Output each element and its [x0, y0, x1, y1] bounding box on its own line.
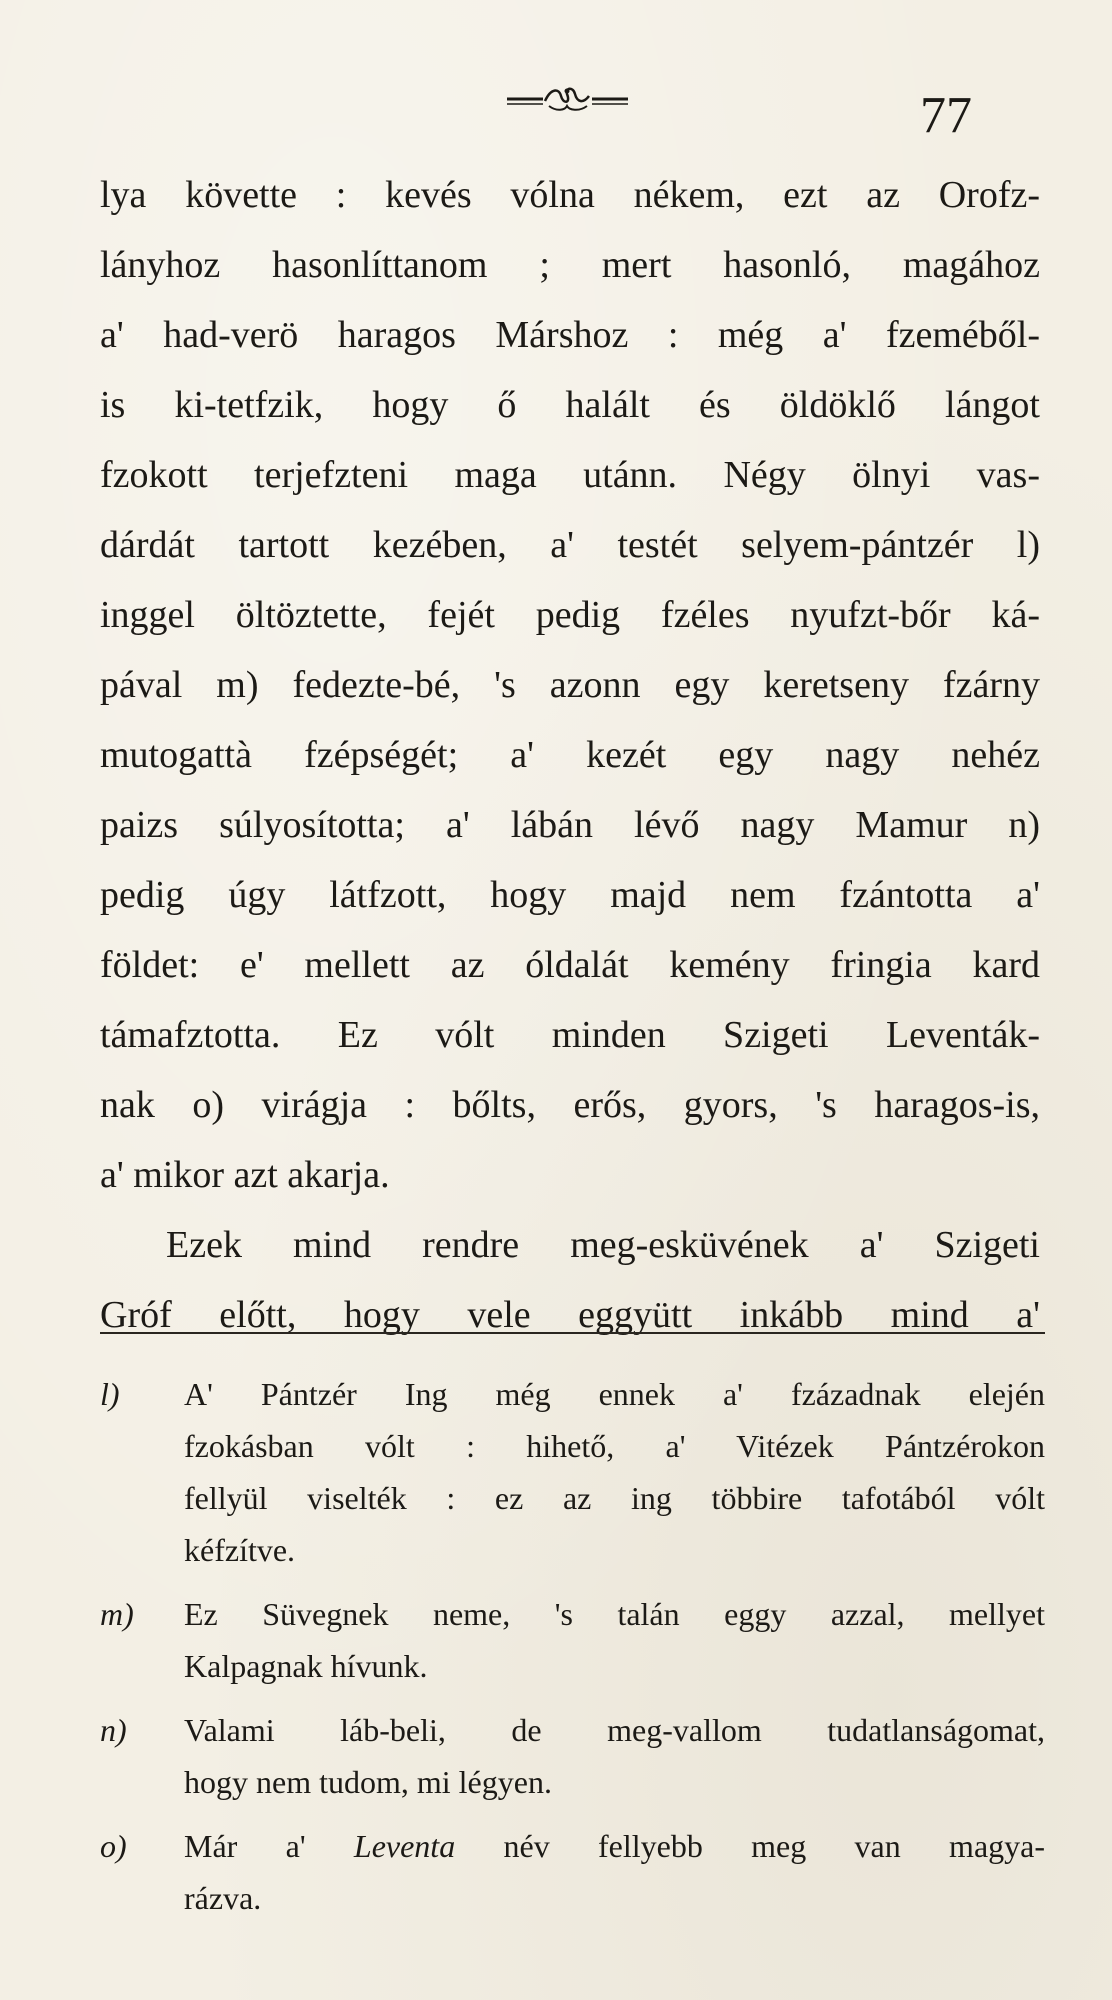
text-line: is ki-tetfzik, hogy ő halált és öldöklő lángot — [100, 384, 1040, 426]
text-line: lányhoz hasonlíttanom ; mert hasonló, magához — [100, 244, 1040, 286]
footnote-line: fzokásban vólt : hihető, a' Vitézek Pántzérokon — [184, 1428, 1045, 1464]
footnote-marker: m) — [100, 1596, 134, 1632]
footnote-o — [100, 1820, 1045, 1924]
footnote-line: kéfzítve. — [184, 1532, 296, 1568]
text-line: mutogattà fzépségét; a' kezét egy nagy nehéz — [100, 734, 1040, 776]
footnote-italic-term: Leventa — [353, 1828, 456, 1864]
footnote-line: fellyül viselték : ez az ing többire tafotából vólt — [184, 1480, 1045, 1516]
text-line: pával m) fedezte-bé, 's azonn egy keretseny fzárny — [100, 664, 1040, 706]
footnote-marker: n) — [100, 1712, 127, 1748]
footnote-text: Már a' — [184, 1828, 354, 1864]
paragraph-start-line: Ezek mind rendre meg-esküvének a' Szigeti — [166, 1224, 1040, 1266]
text-line: támafztotta. Ez vólt minden Szigeti Leventák- — [100, 1014, 1040, 1056]
text-line: nak o) virágja : bőlts, erős, gyors, 's haragos-is, — [100, 1084, 1040, 1126]
text-line: dárdát tartott kezében, a' testét selyem-pántzér l) — [100, 524, 1040, 566]
footnote-marker: l) — [100, 1376, 120, 1412]
footnote-m — [100, 1588, 1045, 1692]
text-line: lya követte : kevés vólna nékem, ezt az Orofz- — [100, 174, 1040, 216]
footnote-line: Kalpagnak hívunk. — [184, 1648, 428, 1684]
footnote-n — [100, 1704, 1045, 1808]
footnote-text: név fellyebb meg van magya- — [455, 1828, 1046, 1864]
footnote-marker: o) — [100, 1828, 127, 1864]
footnote-line: Valami láb-beli, de meg-vallom tudatlanságomat, — [184, 1712, 1045, 1748]
text-line: fzokott terjefzteni maga utánn. Négy ölnyi vas- — [100, 454, 1040, 496]
text-line: paizs súlyosította; a' lábán lévő nagy Mamur n) — [100, 804, 1040, 846]
footnote-line: A' Pántzér Ing még ennek a' fzázadnak elején — [184, 1376, 1045, 1412]
text-line: földet: e' mellett az óldalát kemény fringia kard — [100, 944, 1040, 986]
text-line: a' had-verö haragos Márshoz : még a' fzeméből- — [100, 314, 1040, 356]
main-text — [100, 160, 1040, 1350]
text-line: Gróf előtt, hogy vele eggyütt inkább mind a' — [100, 1294, 1040, 1336]
footnote-line: rázva. — [184, 1880, 262, 1916]
text-line: pedig úgy látfzott, hogy majd nem fzántotta a' — [100, 874, 1040, 916]
footnote-line: hogy nem tudom, mi légyen. — [184, 1764, 552, 1800]
footnote-line: Ez Süvegnek neme, 's talán eggy azzal, mellyet — [184, 1596, 1045, 1632]
footnote-line — [100, 1820, 1045, 1872]
paragraph-end-line: a' mikor azt akarja. — [100, 1154, 390, 1196]
ornament-icon — [505, 82, 630, 116]
page-number: 77 — [920, 87, 972, 144]
footnote-l — [100, 1368, 1045, 1576]
footnotes — [100, 1368, 1045, 1936]
text-line: inggel öltöztette, fejét pedig fzéles nyufzt-bőr ká- — [100, 594, 1040, 636]
footnote-divider — [100, 1332, 1045, 1334]
